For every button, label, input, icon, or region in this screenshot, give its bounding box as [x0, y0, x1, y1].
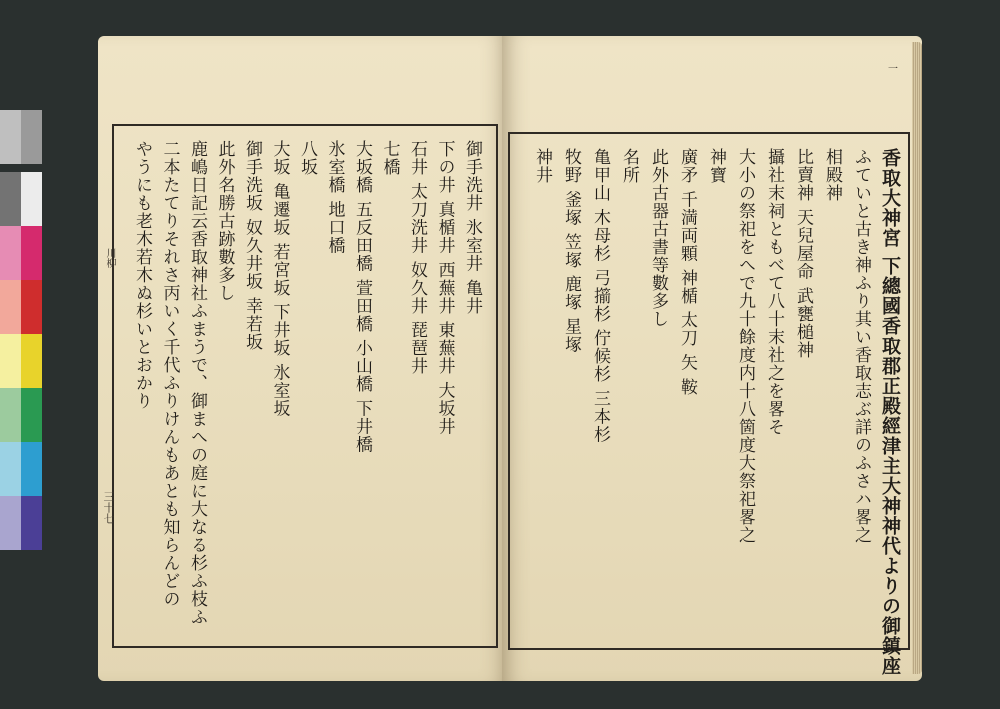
calibration-swatch — [21, 334, 42, 388]
calibration-swatch — [0, 110, 21, 164]
text-column: 御手洗坂 奴久井坂 幸若坂 — [242, 140, 262, 351]
calibration-swatch — [0, 226, 21, 280]
calibration-swatch — [21, 388, 42, 442]
text-column: 鹿嶋日記云香取神社ふまうで、御まへの庭に大なる杉ふ枝ふ — [187, 140, 207, 626]
left-folio: 三十七 — [102, 491, 115, 524]
text-column: 七橋 — [379, 140, 400, 176]
page-edge — [912, 42, 922, 674]
text-column: 石井 太刀洗井 奴久井 琵琶井 — [407, 140, 427, 376]
right-text-frame — [508, 132, 910, 676]
calibration-swatch — [21, 172, 42, 226]
text-column: 大坂 亀遷坂 若宮坂 下井坂 氷室坂 — [269, 140, 290, 418]
text-column: 神寶 — [706, 148, 726, 184]
text-column: 大坂橋 五反田橋 萱田橋 小山橋 下井橋 — [352, 140, 372, 454]
text-column: やうにも老木若木ぬ杉いとおかり — [132, 140, 152, 410]
text-column: 神井 — [532, 148, 552, 184]
text-column: 大小の祭祀をへで九十餘度内十八箇度大祭祀畧之 — [735, 148, 755, 544]
right-folio: 一 — [888, 64, 898, 75]
calibration-swatch — [21, 110, 42, 164]
text-column: 比賣神 天兒屋命 武甕槌神 — [793, 148, 813, 359]
color-calibration-strip — [0, 110, 42, 598]
left-text-frame — [112, 124, 498, 648]
calibration-swatch — [0, 172, 21, 226]
left-margin-label: 川柳 — [104, 248, 115, 268]
text-column: 御手洗井 氷室井 亀井 — [462, 140, 482, 315]
text-column: 此外名勝古跡數多し — [214, 140, 235, 302]
text-column: 二本たてりそれさ丙いく千代ふりけんもあとも知らんどの — [159, 140, 180, 608]
open-book — [88, 36, 928, 686]
text-column: 香取大神宮 下總國香取郡正殿經津主大神神代よりの御鎮座 — [879, 148, 901, 676]
text-column: 廣矛 千満両顆 神楯 太刀 矢 鞍 — [677, 148, 697, 397]
calibration-swatch — [21, 226, 42, 280]
text-column: ふていと古き神ふり其い香取志ぶ詳のふさハ畧之 — [851, 148, 871, 544]
text-column: 下の井 真楯井 西蕪井 東蕪井 大坂井 — [434, 140, 455, 436]
calibration-swatch — [21, 280, 42, 334]
calibration-swatch — [0, 496, 21, 550]
right-page — [502, 36, 922, 681]
left-page — [98, 36, 508, 681]
calibration-swatch — [0, 388, 21, 442]
text-column: 八坂 — [297, 140, 317, 176]
text-column: 此外古器古書等數多し — [648, 148, 668, 328]
text-column: 亀甲山 木母杉 弓擶杉 佇候杉 三本杉 — [590, 148, 610, 444]
calibration-swatch — [21, 496, 42, 550]
text-column: 名所 — [619, 148, 639, 184]
calibration-swatch — [0, 280, 21, 334]
calibration-swatch — [0, 442, 21, 496]
text-column: 氷室橋 地口橋 — [324, 140, 345, 255]
text-column: 攝社末祠ともべて八十末社之を畧そ — [764, 148, 784, 436]
text-column: 牧野 釜塚 笠塚 鹿塚 星塚 — [561, 148, 581, 354]
calibration-swatch — [21, 442, 42, 496]
text-column: 相殿神 — [822, 148, 842, 202]
calibration-swatch — [0, 334, 21, 388]
